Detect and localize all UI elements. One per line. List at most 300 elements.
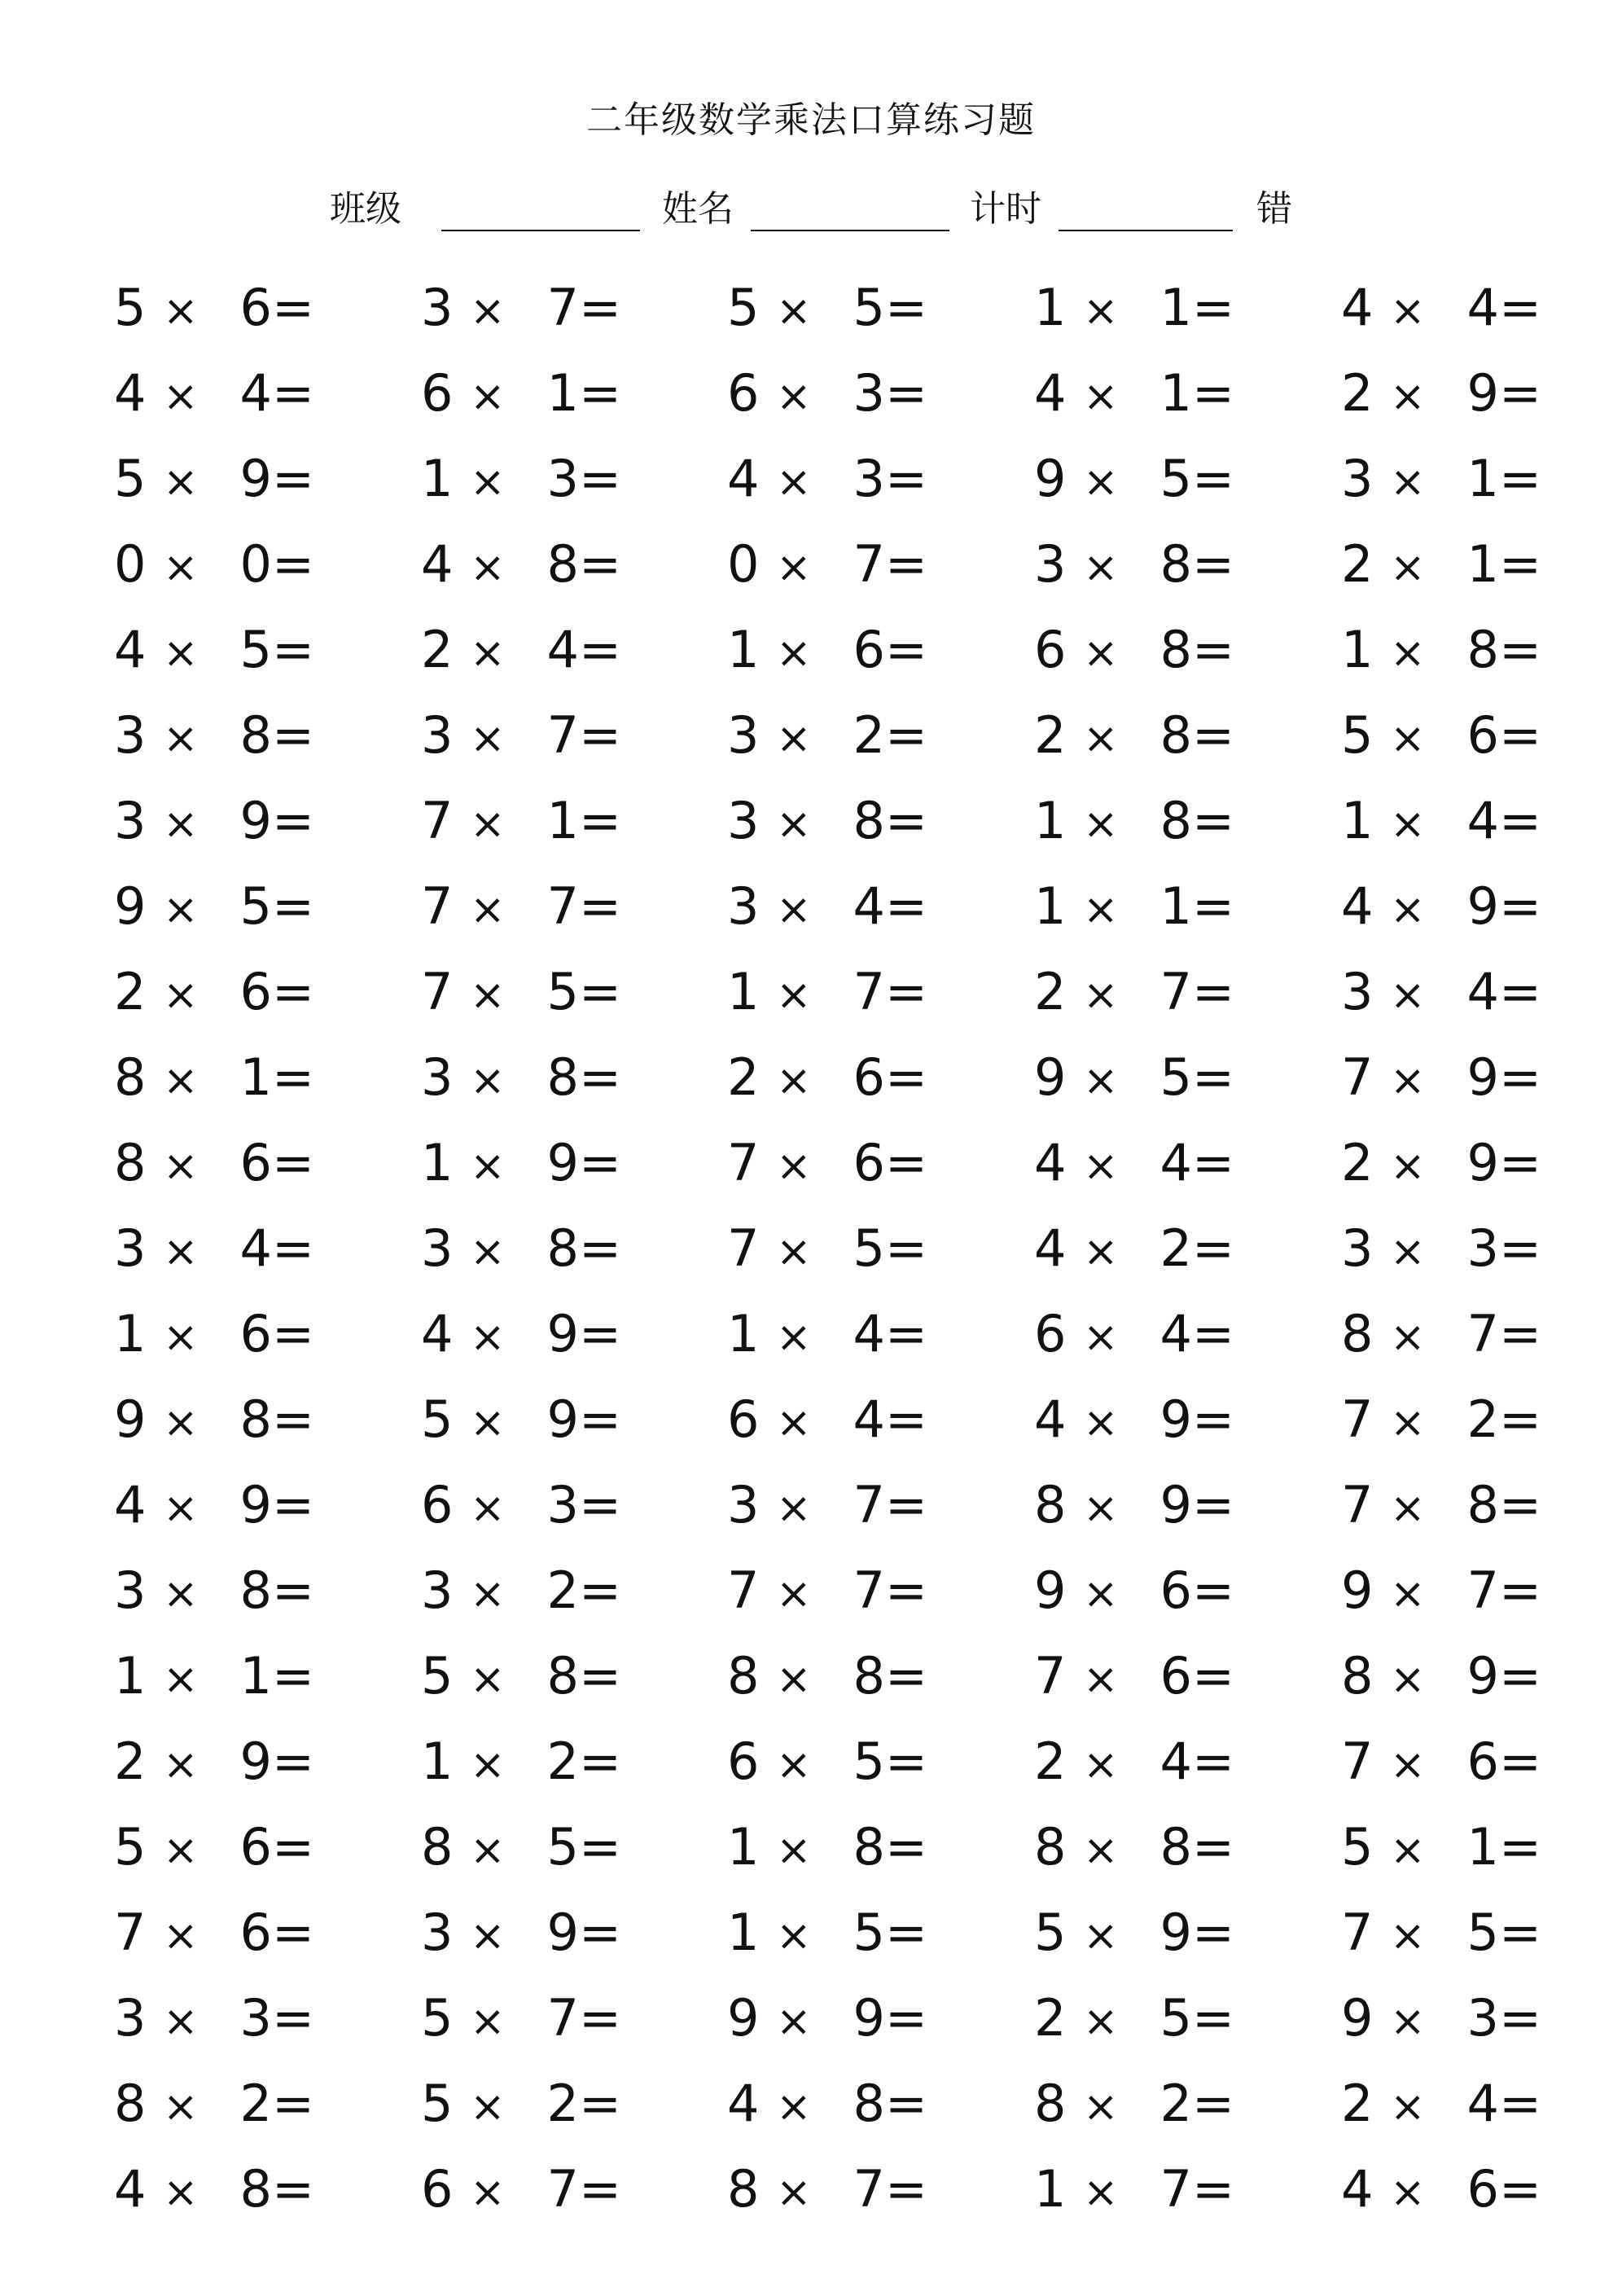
multiplication-problem [727, 1633, 926, 1719]
multiplication-problem [1341, 350, 1540, 436]
second-factor: 9 [239, 1732, 272, 1791]
multiplication-problem [421, 436, 620, 521]
equals-sign: = [885, 876, 927, 936]
second-factor: 1 [1466, 1817, 1499, 1877]
problem-row [0, 2146, 1622, 2232]
first-factor: 5 [114, 449, 147, 508]
second-factor: 7 [1466, 1561, 1499, 1620]
first-factor: 1 [1341, 620, 1374, 679]
equals-sign: = [579, 1389, 621, 1449]
multiplication-problem [421, 1804, 620, 1890]
second-factor: 3 [853, 363, 885, 423]
equals-sign: = [272, 1732, 314, 1791]
equals-sign: = [1499, 1646, 1541, 1706]
problem-row [0, 350, 1622, 436]
multiplication-problem [421, 1890, 620, 1975]
second-factor: 7 [546, 1988, 579, 2048]
first-factor: 8 [1034, 1475, 1067, 1534]
times-sign: × [776, 714, 812, 763]
first-factor: 8 [1341, 1646, 1374, 1706]
equals-sign: = [272, 1133, 314, 1192]
first-factor: 4 [1034, 1133, 1067, 1192]
times-sign: × [776, 1655, 812, 1704]
times-sign: × [1083, 1741, 1119, 1789]
second-factor: 6 [239, 1133, 272, 1192]
multiplication-problem [1034, 1376, 1233, 1462]
second-factor: 6 [239, 1304, 272, 1363]
multiplication-problem [1034, 1975, 1233, 2061]
times-sign: × [163, 372, 199, 421]
first-factor: 7 [421, 962, 454, 1021]
first-factor: 9 [1341, 1561, 1374, 1620]
second-factor: 5 [853, 1218, 885, 1278]
multiplication-problem [727, 436, 926, 521]
second-factor: 9 [546, 1903, 579, 1962]
multiplication-problem [727, 1120, 926, 1205]
multiplication-problem [727, 521, 926, 607]
second-factor: 9 [1160, 1475, 1192, 1534]
class-label: 班级 [330, 188, 401, 230]
equals-sign: = [579, 1047, 621, 1107]
second-factor: 4 [1160, 1304, 1192, 1363]
equals-sign: = [1192, 1646, 1234, 1706]
multiplication-problem [114, 1034, 313, 1120]
equals-sign: = [579, 1304, 621, 1363]
multiplication-problem [114, 1120, 313, 1205]
equals-sign: = [885, 1817, 927, 1877]
student-info-row [0, 181, 1622, 238]
times-sign: × [776, 1313, 812, 1362]
second-factor: 9 [1466, 363, 1499, 423]
equals-sign: = [1499, 449, 1541, 508]
multiplication-problem [727, 1975, 926, 2061]
equals-sign: = [579, 1646, 621, 1706]
multiplication-problem [114, 1205, 313, 1291]
equals-sign: = [1192, 705, 1234, 765]
multiplication-problem [114, 350, 313, 436]
first-factor: 3 [727, 791, 760, 850]
times-sign: × [1083, 1997, 1119, 2046]
multiplication-problem [1034, 2146, 1233, 2232]
equals-sign: = [579, 1988, 621, 2048]
second-factor: 4 [1466, 278, 1499, 337]
time-blank[interactable] [1059, 230, 1233, 231]
multiplication-problem [421, 863, 620, 949]
second-factor: 6 [239, 278, 272, 337]
times-sign: × [1390, 885, 1426, 934]
first-factor: 4 [1034, 1218, 1067, 1278]
problem-row [0, 1633, 1622, 1719]
equals-sign: = [272, 1218, 314, 1278]
times-sign: × [470, 1484, 506, 1533]
equals-sign: = [1192, 2159, 1234, 2219]
second-factor: 9 [546, 1304, 579, 1363]
problem-row [0, 2061, 1622, 2146]
equals-sign: = [1499, 962, 1541, 1021]
second-factor: 8 [1160, 620, 1192, 679]
times-sign: × [776, 1569, 812, 1618]
multiplication-problem [421, 1291, 620, 1376]
first-factor: 5 [114, 1817, 147, 1877]
times-sign: × [776, 1997, 812, 2046]
second-factor: 8 [1466, 620, 1499, 679]
second-factor: 4 [853, 1304, 885, 1363]
times-sign: × [1390, 543, 1426, 592]
times-sign: × [1083, 543, 1119, 592]
multiplication-problem [114, 778, 313, 863]
equals-sign: = [272, 2159, 314, 2219]
equals-sign: = [1499, 1389, 1541, 1449]
first-factor: 8 [1341, 1304, 1374, 1363]
equals-sign: = [885, 1561, 927, 1620]
problem-row [0, 1975, 1622, 2061]
multiplication-problem [421, 949, 620, 1034]
multiplication-problem [421, 1975, 620, 2061]
times-sign: × [470, 629, 506, 678]
second-factor: 6 [1466, 1732, 1499, 1791]
second-factor: 8 [1160, 791, 1192, 850]
equals-sign: = [1192, 620, 1234, 679]
equals-sign: = [885, 2159, 927, 2219]
first-factor: 2 [1034, 962, 1067, 1021]
equals-sign: = [272, 2074, 314, 2133]
times-sign: × [1390, 1398, 1426, 1447]
equals-sign: = [579, 2159, 621, 2219]
problem-row [0, 521, 1622, 607]
multiplication-problem [1034, 1633, 1233, 1719]
second-factor: 9 [546, 1133, 579, 1192]
problem-row [0, 1804, 1622, 1890]
first-factor: 7 [421, 791, 454, 850]
times-sign: × [1390, 2168, 1426, 2217]
second-factor: 8 [546, 1047, 579, 1107]
multiplication-problem [1341, 1719, 1540, 1804]
multiplication-problem [1034, 1547, 1233, 1633]
equals-sign: = [579, 1817, 621, 1877]
times-sign: × [163, 1398, 199, 1447]
problem-row [0, 1890, 1622, 1975]
multiplication-problem [1341, 949, 1540, 1034]
second-factor: 4 [853, 1389, 885, 1449]
first-factor: 7 [727, 1218, 760, 1278]
multiplication-problem [1034, 949, 1233, 1034]
equals-sign: = [272, 278, 314, 337]
times-sign: × [1390, 458, 1426, 507]
first-factor: 5 [421, 1646, 454, 1706]
first-factor: 3 [114, 1988, 147, 2048]
second-factor: 3 [1466, 1988, 1499, 2048]
second-factor: 6 [853, 1047, 885, 1107]
equals-sign: = [579, 1732, 621, 1791]
equals-sign: = [1499, 2159, 1541, 2219]
equals-sign: = [1192, 1047, 1234, 1107]
equals-sign: = [1192, 278, 1234, 337]
problem-row [0, 1462, 1622, 1547]
second-factor: 1 [1160, 278, 1192, 337]
multiplication-problem [421, 1633, 620, 1719]
second-factor: 7 [546, 705, 579, 765]
equals-sign: = [885, 278, 927, 337]
times-sign: × [1390, 372, 1426, 421]
times-sign: × [470, 372, 506, 421]
second-factor: 3 [1466, 1218, 1499, 1278]
multiplication-problem [727, 607, 926, 692]
multiplication-problem [1034, 1719, 1233, 1804]
multiplication-problem [114, 1376, 313, 1462]
first-factor: 6 [421, 363, 454, 423]
time-label: 计时 [970, 188, 1041, 230]
multiplication-problem [727, 1205, 926, 1291]
multiplication-problem [1034, 607, 1233, 692]
first-factor: 4 [114, 620, 147, 679]
multiplication-problem [1341, 1376, 1540, 1462]
times-sign: × [163, 1997, 199, 2046]
first-factor: 7 [1341, 1389, 1374, 1449]
second-factor: 1 [239, 1047, 272, 1107]
equals-sign: = [272, 1561, 314, 1620]
multiplication-problem [421, 692, 620, 778]
first-factor: 1 [421, 1133, 454, 1192]
equals-sign: = [1499, 1133, 1541, 1192]
multiplication-problem [421, 1719, 620, 1804]
second-factor: 8 [853, 791, 885, 850]
problem-row [0, 949, 1622, 1034]
equals-sign: = [579, 1475, 621, 1534]
times-sign: × [470, 1056, 506, 1105]
first-factor: 1 [1341, 791, 1374, 850]
multiplication-problem [421, 2146, 620, 2232]
first-factor: 9 [1341, 1988, 1374, 2048]
times-sign: × [1390, 1142, 1426, 1191]
equals-sign: = [1499, 278, 1541, 337]
second-factor: 8 [853, 1817, 885, 1877]
equals-sign: = [885, 363, 927, 423]
first-factor: 3 [114, 705, 147, 765]
multiplication-problem [727, 350, 926, 436]
equals-sign: = [272, 1475, 314, 1534]
multiplication-problem [114, 692, 313, 778]
equals-sign: = [272, 705, 314, 765]
equals-sign: = [579, 705, 621, 765]
times-sign: × [163, 1484, 199, 1533]
multiplication-problem [421, 1120, 620, 1205]
multiplication-problem [1034, 1034, 1233, 1120]
second-factor: 6 [1160, 1646, 1192, 1706]
second-factor: 2 [1160, 1218, 1192, 1278]
equals-sign: = [885, 1047, 927, 1107]
first-factor: 1 [421, 449, 454, 508]
times-sign: × [470, 1912, 506, 1960]
equals-sign: = [579, 363, 621, 423]
multiplication-problem [1341, 1205, 1540, 1291]
times-sign: × [470, 885, 506, 934]
equals-sign: = [1499, 1988, 1541, 2048]
first-factor: 4 [114, 363, 147, 423]
times-sign: × [1083, 629, 1119, 678]
multiplication-problem [727, 692, 926, 778]
multiplication-problem [114, 2146, 313, 2232]
second-factor: 7 [853, 1475, 885, 1534]
times-sign: × [1083, 458, 1119, 507]
first-factor: 3 [421, 278, 454, 337]
second-factor: 5 [1160, 449, 1192, 508]
equals-sign: = [579, 620, 621, 679]
first-factor: 4 [1034, 363, 1067, 423]
times-sign: × [470, 1997, 506, 2046]
times-sign: × [163, 971, 199, 1020]
multiplication-problem [1341, 1804, 1540, 1890]
first-factor: 1 [1034, 791, 1067, 850]
name-blank[interactable] [751, 230, 949, 231]
equals-sign: = [1499, 2074, 1541, 2133]
problem-row [0, 1547, 1622, 1633]
times-sign: × [470, 1227, 506, 1276]
times-sign: × [163, 287, 199, 336]
first-factor: 2 [421, 620, 454, 679]
equals-sign: = [579, 1561, 621, 1620]
equals-sign: = [579, 278, 621, 337]
equals-sign: = [1192, 876, 1234, 936]
first-factor: 7 [421, 876, 454, 936]
problem-row [0, 778, 1622, 863]
second-factor: 6 [1466, 2159, 1499, 2219]
equals-sign: = [885, 449, 927, 508]
first-factor: 8 [727, 1646, 760, 1706]
first-factor: 4 [114, 2159, 147, 2219]
multiplication-problem [114, 2061, 313, 2146]
problem-row [0, 1719, 1622, 1804]
multiplication-problem [727, 2146, 926, 2232]
second-factor: 7 [1160, 962, 1192, 1021]
second-factor: 2 [546, 2074, 579, 2133]
multiplication-problem [114, 1719, 313, 1804]
times-sign: × [776, 1826, 812, 1875]
equals-sign: = [1499, 1561, 1541, 1620]
first-factor: 5 [1341, 705, 1374, 765]
multiplication-problem [1341, 1633, 1540, 1719]
times-sign: × [1083, 1142, 1119, 1191]
second-factor: 1 [1466, 449, 1499, 508]
multiplication-problem [727, 1547, 926, 1633]
equals-sign: = [885, 620, 927, 679]
second-factor: 7 [546, 876, 579, 936]
first-factor: 7 [1341, 1903, 1374, 1962]
times-sign: × [163, 1569, 199, 1618]
multiplication-problem [1034, 692, 1233, 778]
multiplication-problem [114, 1547, 313, 1633]
first-factor: 9 [727, 1988, 760, 2048]
times-sign: × [776, 2083, 812, 2131]
multiplication-problem [114, 521, 313, 607]
times-sign: × [1083, 714, 1119, 763]
equals-sign: = [1499, 1304, 1541, 1363]
second-factor: 7 [853, 962, 885, 1021]
times-sign: × [1083, 1826, 1119, 1875]
times-sign: × [163, 458, 199, 507]
first-factor: 3 [1341, 449, 1374, 508]
multiplication-problem [114, 1462, 313, 1547]
equals-sign: = [579, 1218, 621, 1278]
times-sign: × [776, 1484, 812, 1533]
multiplication-problem [727, 1719, 926, 1804]
second-factor: 6 [1160, 1561, 1192, 1620]
first-factor: 5 [1341, 1817, 1374, 1877]
first-factor: 3 [727, 876, 760, 936]
times-sign: × [1390, 629, 1426, 678]
first-factor: 3 [727, 705, 760, 765]
equals-sign: = [272, 620, 314, 679]
first-factor: 1 [1034, 2159, 1067, 2219]
first-factor: 3 [421, 1903, 454, 1962]
times-sign: × [776, 1741, 812, 1789]
multiplication-problem [114, 1804, 313, 1890]
second-factor: 4 [239, 363, 272, 423]
first-factor: 2 [1034, 1988, 1067, 2048]
times-sign: × [1390, 1655, 1426, 1704]
first-factor: 3 [727, 1475, 760, 1534]
first-factor: 9 [114, 1389, 147, 1449]
second-factor: 5 [546, 962, 579, 1021]
problem-row [0, 607, 1622, 692]
multiplication-problem [114, 607, 313, 692]
second-factor: 5 [239, 876, 272, 936]
second-factor: 8 [546, 1646, 579, 1706]
first-factor: 1 [1034, 278, 1067, 337]
multiplication-problem [1341, 265, 1540, 350]
multiplication-problem [1341, 2146, 1540, 2232]
times-sign: × [776, 287, 812, 336]
equals-sign: = [1192, 1732, 1234, 1791]
first-factor: 2 [1034, 705, 1067, 765]
equals-sign: = [272, 962, 314, 1021]
equals-sign: = [885, 534, 927, 594]
times-sign: × [776, 885, 812, 934]
second-factor: 9 [239, 1475, 272, 1534]
second-factor: 9 [1466, 1133, 1499, 1192]
equals-sign: = [1499, 1218, 1541, 1278]
multiplication-problem [1034, 436, 1233, 521]
multiplication-problem [421, 607, 620, 692]
times-sign: × [163, 1227, 199, 1276]
second-factor: 9 [1466, 876, 1499, 936]
first-factor: 5 [114, 278, 147, 337]
equals-sign: = [1192, 363, 1234, 423]
multiplication-problem [1341, 863, 1540, 949]
times-sign: × [470, 458, 506, 507]
multiplication-problem [727, 949, 926, 1034]
equals-sign: = [1192, 2074, 1234, 2133]
first-factor: 0 [114, 534, 147, 594]
multiplication-problem [1341, 607, 1540, 692]
first-factor: 6 [421, 2159, 454, 2219]
times-sign: × [470, 1826, 506, 1875]
first-factor: 5 [1034, 1903, 1067, 1962]
times-sign: × [1390, 714, 1426, 763]
multiplication-problem [727, 1462, 926, 1547]
multiplication-problem [1034, 1120, 1233, 1205]
equals-sign: = [885, 1389, 927, 1449]
first-factor: 1 [727, 620, 760, 679]
second-factor: 4 [1466, 962, 1499, 1021]
times-sign: × [470, 1142, 506, 1191]
class-blank[interactable] [441, 230, 640, 231]
times-sign: × [470, 800, 506, 849]
equals-sign: = [1499, 1475, 1541, 1534]
problem-row [0, 1205, 1622, 1291]
first-factor: 7 [727, 1561, 760, 1620]
multiplication-problem [1341, 1462, 1540, 1547]
second-factor: 7 [853, 534, 885, 594]
